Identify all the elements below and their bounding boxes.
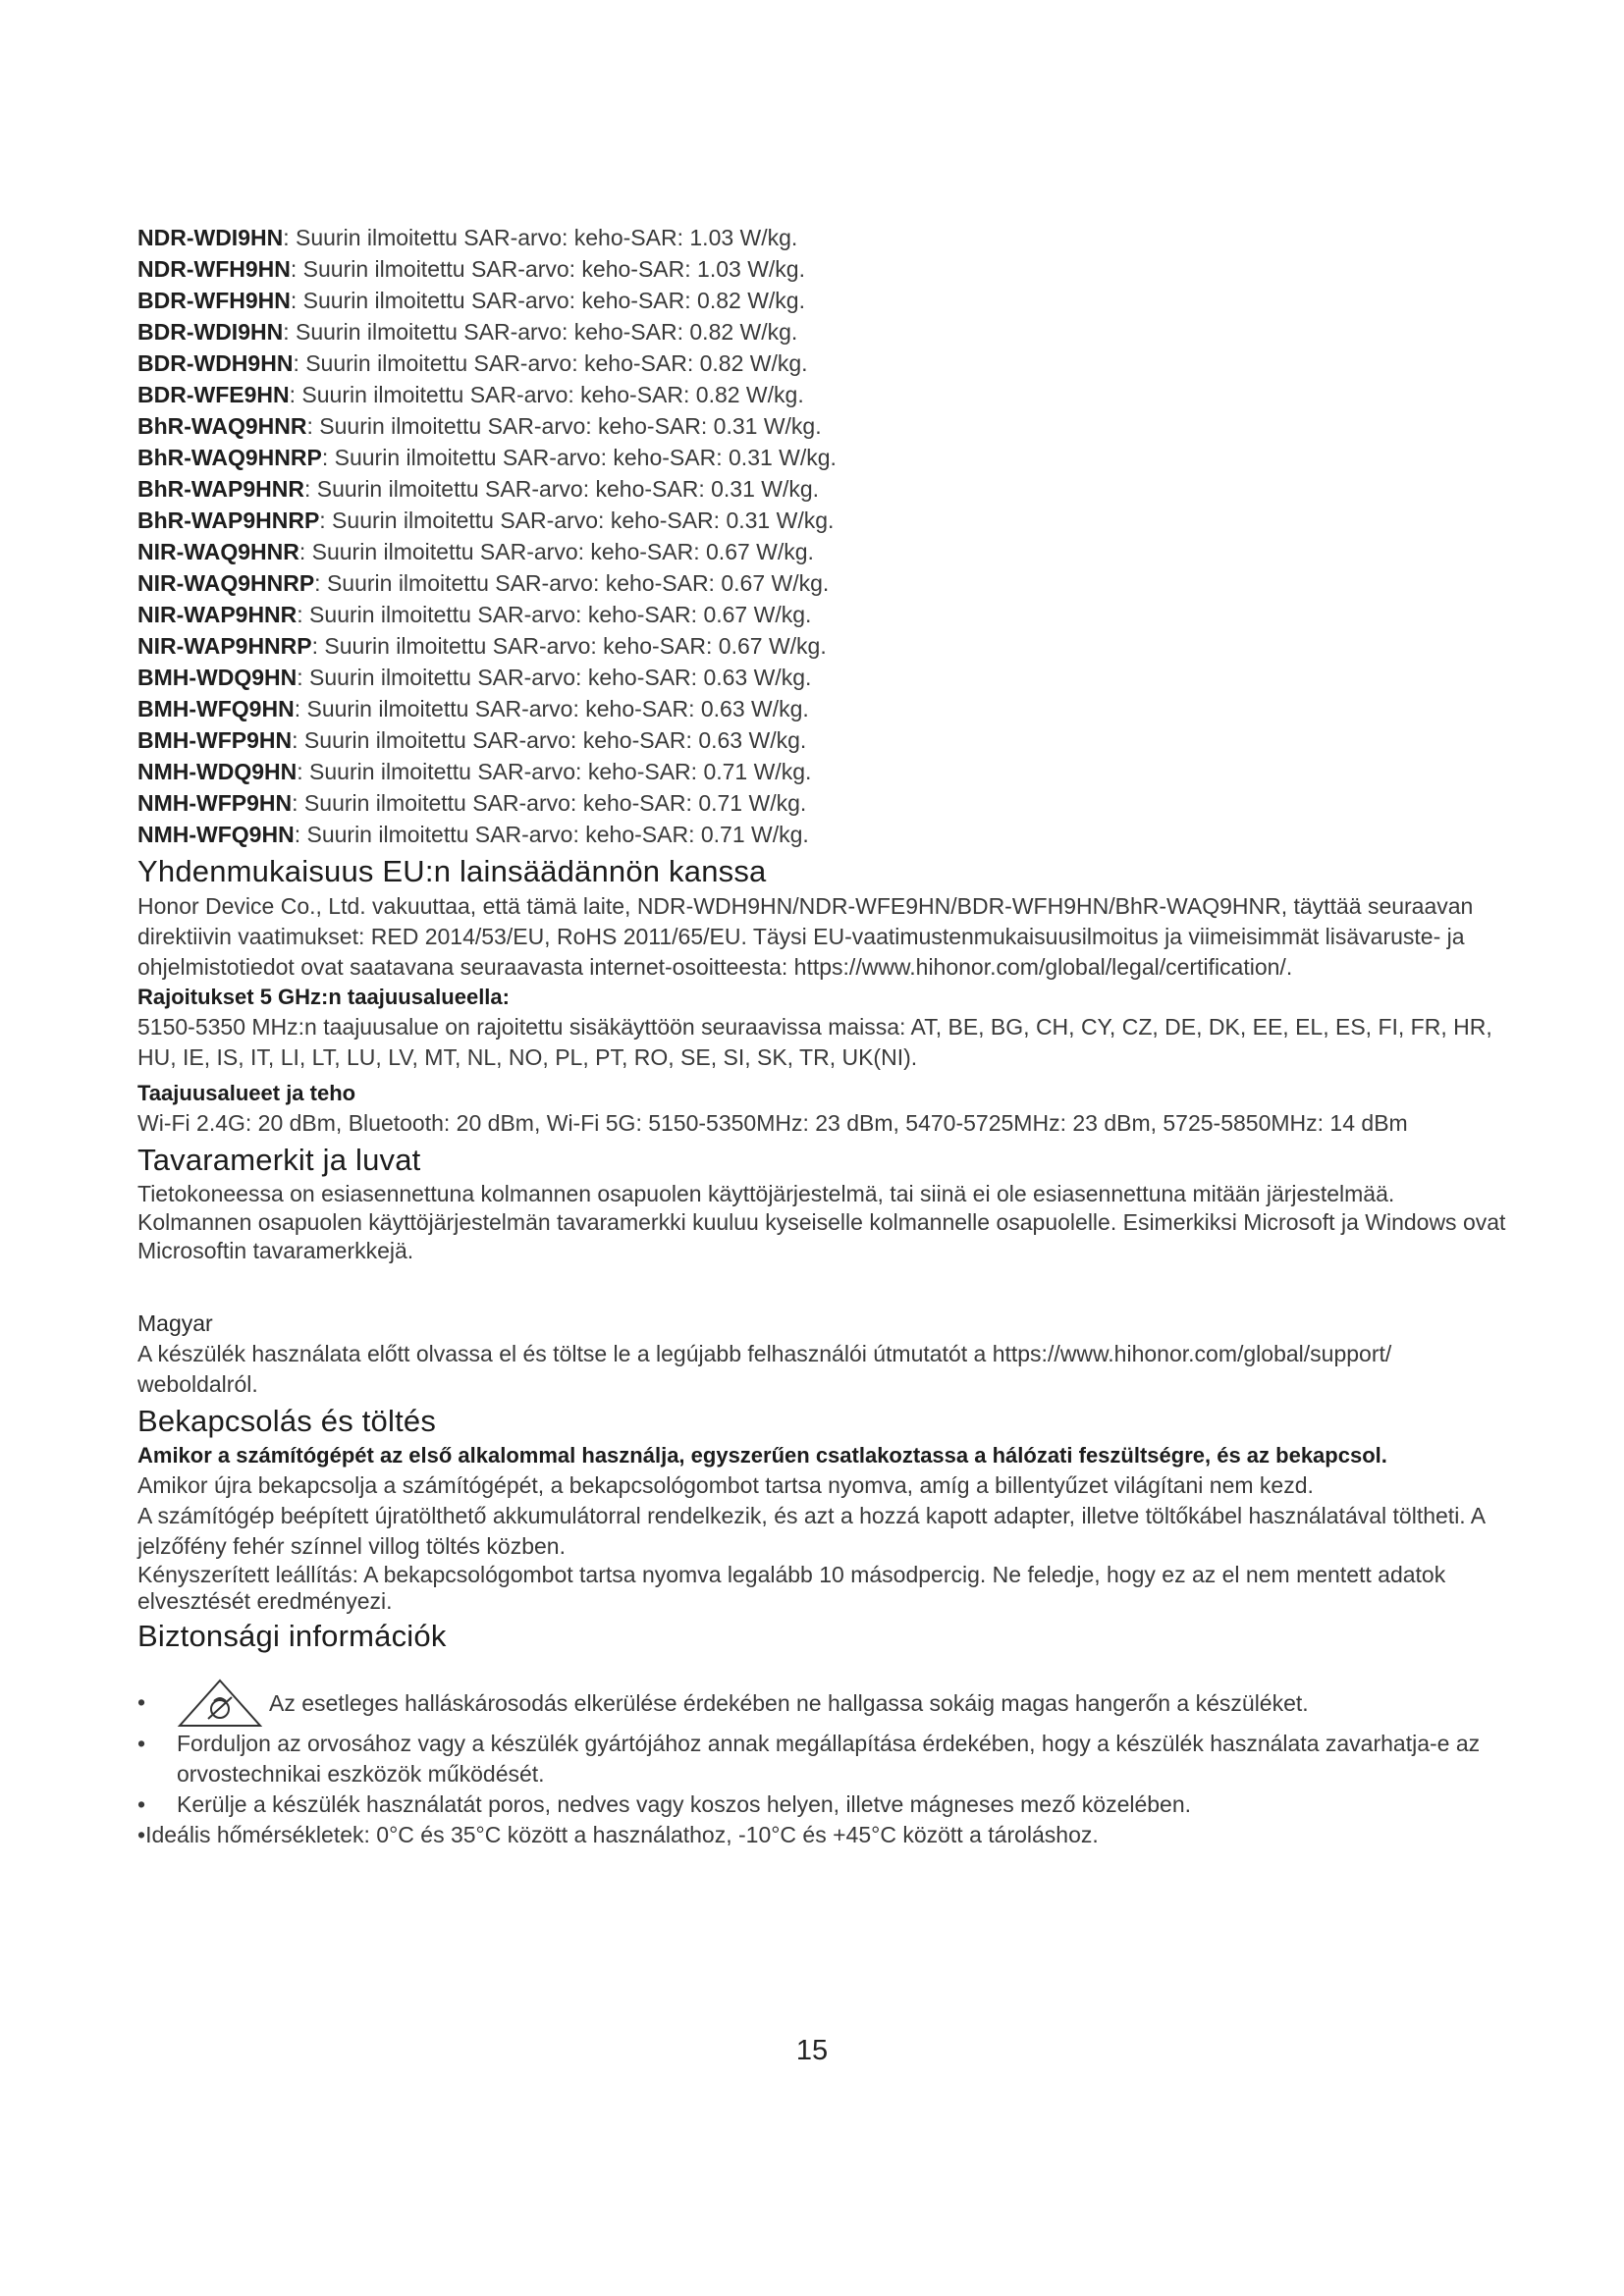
page-content	[137, 222, 1512, 1850]
sar-list	[137, 222, 1512, 850]
sar-value: 0.31	[711, 476, 755, 502]
eu-body: Honor Device Co., Ltd. vakuuttaa, että tämä laite, NDR-WDH9HN/NDR-WFE9HN/BDR-WFH9HN/BhR-WAQ9HNR, täyttää seuraavan direktiivin vaatimukset: RED 2014/53/EU, RoHS 2011/65/EU. Täysi EU-vaatimustenmukaisuusilmoitus ja viimeisimmät lisävaruste- ja ohjelmistotiedot ovat saatavana seuraavasta internet-osoitteesta: https://www.hihonor.com/global/legal/certification/.	[137, 893, 1474, 980]
model-name: BDR-WDI9HN	[137, 319, 284, 345]
sar-unit: W/kg.	[747, 602, 812, 627]
power-paragraph-2: A számítógép beépített újratölthető akkumulátorral rendelkezik, és azt a hozzá kapott adapter, illetve töltőkábel használatával töltheti. A jelzőfény fehér színnel villog töltés közben.	[137, 1503, 1485, 1559]
sar-value: 0.63	[698, 727, 743, 753]
power-paragraph-1: Amikor újra bekapcsolja a számítógépét, a bekapcsológombot tartsa nyomva, amíg a billentyűzet világítani nem kezd.	[137, 1472, 1314, 1498]
safety-item	[137, 1729, 1512, 1789]
power-bold-note: Amikor a számítógépét az első alkalommal használja, egyszerűen csatlakoztassa a hálózati feszültségre, és az bekapcsol.	[137, 1443, 1387, 1468]
sar-line	[137, 316, 1512, 347]
sar-unit: W/kg.	[757, 413, 822, 439]
model-name: BMH-WFQ9HN	[137, 696, 295, 721]
model-name: NIR-WAP9HNR	[137, 602, 298, 627]
safety-item	[137, 1789, 1512, 1820]
sar-value: 0.31	[713, 413, 758, 439]
sar-suffix: : Suurin ilmoitettu SAR-arvo: keho-SAR:	[294, 696, 701, 721]
sar-value: 0.82	[697, 288, 741, 313]
page-number: 15	[795, 2035, 829, 2066]
safety-heading: Biztonsági információk	[137, 1619, 447, 1653]
model-name: BDR-WFH9HN	[137, 288, 291, 313]
sar-unit: W/kg.	[749, 539, 814, 564]
sar-value: 0.63	[700, 696, 745, 721]
sar-value: 0.31	[726, 507, 771, 533]
sar-line	[137, 442, 1512, 473]
sar-suffix: : Suurin ilmoitettu SAR-arvo: keho-SAR:	[297, 602, 704, 627]
sar-value: 0.82	[695, 382, 740, 407]
sar-unit: W/kg.	[772, 445, 837, 470]
model-name: BDR-WFE9HN	[137, 382, 290, 407]
model-name: BhR-WAP9HNRP	[137, 507, 320, 533]
sar-line	[137, 567, 1512, 599]
sar-value: 0.71	[698, 790, 743, 816]
freq-body: Wi-Fi 2.4G: 20 dBm, Bluetooth: 20 dBm, Wi-Fi 5G: 5150-5350MHz: 23 dBm, 5470-5725MHz: 23 dBm, 5725-5850MHz: 14 dBm	[137, 1110, 1408, 1136]
sar-line	[137, 222, 1512, 253]
sar-line	[137, 693, 1512, 724]
sar-line	[137, 253, 1512, 285]
safety-item	[137, 1678, 1512, 1729]
sar-value: 0.67	[706, 539, 750, 564]
sar-suffix: : Suurin ilmoitettu SAR-arvo: keho-SAR:	[283, 225, 690, 250]
sar-unit: W/kg.	[747, 759, 812, 784]
sar-line	[137, 756, 1512, 787]
sar-value: 0.82	[689, 319, 734, 345]
sar-suffix: : Suurin ilmoitettu SAR-arvo: keho-SAR:	[290, 288, 698, 313]
sar-unit: W/kg.	[765, 570, 830, 596]
sar-unit: W/kg.	[742, 727, 807, 753]
sar-suffix: : Suurin ilmoitettu SAR-arvo: keho-SAR:	[297, 665, 704, 690]
eu-heading: Yhdenmukaisuus EU:n lainsäädännön kanssa	[137, 854, 767, 888]
model-name: BhR-WAQ9HNR	[137, 413, 307, 439]
sar-suffix: : Suurin ilmoitettu SAR-arvo: keho-SAR:	[314, 570, 722, 596]
sar-line	[137, 536, 1512, 567]
sar-suffix: : Suurin ilmoitettu SAR-arvo: keho-SAR:	[311, 633, 719, 659]
model-name: BhR-WAP9HNR	[137, 476, 304, 502]
model-name: NMH-WFQ9HN	[137, 822, 295, 847]
sar-line	[137, 724, 1512, 756]
sar-line	[137, 379, 1512, 410]
model-name: BhR-WAQ9HNRP	[137, 445, 322, 470]
sar-suffix: : Suurin ilmoitettu SAR-arvo: keho-SAR:	[292, 790, 699, 816]
sar-value: 0.71	[700, 822, 745, 847]
sar-unit: W/kg.	[733, 225, 798, 250]
model-name: BDR-WDH9HN	[137, 350, 294, 376]
sar-line	[137, 787, 1512, 819]
sar-value: 0.67	[721, 570, 766, 596]
sar-unit: W/kg.	[770, 507, 835, 533]
sar-line	[137, 505, 1512, 536]
model-name: NDR-WFH9HN	[137, 256, 291, 282]
sar-suffix: : Suurin ilmoitettu SAR-arvo: keho-SAR:	[289, 382, 696, 407]
sar-value: 0.67	[703, 602, 748, 627]
sar-line	[137, 599, 1512, 630]
sar-unit: W/kg.	[762, 633, 827, 659]
hearing-warning-icon	[177, 1678, 263, 1729]
sar-value: 0.31	[729, 445, 773, 470]
sar-suffix: : Suurin ilmoitettu SAR-arvo: keho-SAR:	[290, 256, 698, 282]
sar-unit: W/kg.	[754, 476, 820, 502]
sar-suffix: : Suurin ilmoitettu SAR-arvo: keho-SAR:	[293, 350, 700, 376]
sar-suffix: : Suurin ilmoitettu SAR-arvo: keho-SAR:	[303, 476, 712, 502]
model-name: BMH-WDQ9HN	[137, 665, 298, 690]
sar-suffix: : Suurin ilmoitettu SAR-arvo: keho-SAR:	[321, 445, 730, 470]
magyar-intro: A készülék használata előtt olvassa el és töltse le a legújabb felhasználói útmutatót a https://www.hihonor.com/global/support/ weboldalról.	[137, 1341, 1392, 1397]
safety-item-text: Az esetleges halláskárosodás elkerülése érdekében ne hallgassa sokáig magas hangerőn a készüléket.	[269, 1689, 1309, 1716]
sar-line	[137, 410, 1512, 442]
sar-suffix: : Suurin ilmoitettu SAR-arvo: keho-SAR:	[283, 319, 690, 345]
sar-unit: W/kg.	[733, 319, 798, 345]
sar-line	[137, 473, 1512, 505]
model-name: BMH-WFP9HN	[137, 727, 293, 753]
restrictions-body: 5150-5350 MHz:n taajuusalue on rajoitettu sisäkäyttöön seuraavissa maissa: AT, BE, BG, CH, CY, CZ, DE, DK, EE, EL, ES, FI, FR, HR, HU, IE, IS, IT, LI, LT, LU, LV, MT, NL, NO, PL, PT, RO, SE, SI, SK, TR, UK(NI).	[137, 1014, 1492, 1070]
sar-unit: W/kg.	[747, 665, 812, 690]
trademarks-body: Tietokoneessa on esiasennettuna kolmannen osapuolen käyttöjärjestelmä, tai siinä ei ole esiasennettuna mitään järjestelmää. Kolmannen osapuolen käyttöjärjestelmän tavaramerkki kuuluu kyseiselle kolmannelle osapuolelle. Esimerkiksi Microsoft ja Windows ovat Microsoftin tavaramerkkejä.	[137, 1181, 1506, 1263]
restrictions-heading: Rajoitukset 5 GHz:n taajuusalueella:	[137, 985, 510, 1009]
sar-unit: W/kg.	[744, 822, 809, 847]
sar-line	[137, 347, 1512, 379]
sar-unit: W/kg.	[740, 256, 805, 282]
sar-unit: W/kg.	[742, 790, 807, 816]
model-name: NIR-WAQ9HNR	[137, 539, 299, 564]
sar-unit: W/kg.	[744, 696, 809, 721]
sar-value: 0.67	[718, 633, 763, 659]
sar-suffix: : Suurin ilmoitettu SAR-arvo: keho-SAR:	[297, 759, 704, 784]
sar-suffix: : Suurin ilmoitettu SAR-arvo: keho-SAR:	[292, 727, 699, 753]
freq-heading: Taajuusalueet ja teho	[137, 1081, 356, 1105]
bullet: •	[137, 1731, 146, 1756]
power-heading: Bekapcsolás és töltés	[137, 1404, 437, 1438]
sar-value: 0.71	[703, 759, 748, 784]
sar-unit: W/kg.	[739, 382, 804, 407]
language-label: Magyar	[137, 1310, 213, 1336]
model-name: NDR-WDI9HN	[137, 225, 284, 250]
safety-item-text: Ideális hőmérsékletek: 0°C és 35°C között a használathoz, -10°C és +45°C között a tároláshoz.	[145, 1822, 1099, 1847]
sar-value: 0.63	[703, 665, 748, 690]
sar-value: 1.03	[697, 256, 741, 282]
bullet: •	[137, 1689, 146, 1715]
safety-item-text: Kerülje a készülék használatát poros, nedves vagy koszos helyen, illetve mágneses mező közelében.	[177, 1791, 1192, 1817]
model-name: NIR-WAQ9HNRP	[137, 570, 315, 596]
sar-unit: W/kg.	[743, 350, 808, 376]
sar-suffix: : Suurin ilmoitettu SAR-arvo: keho-SAR:	[306, 413, 714, 439]
model-name: NIR-WAP9HNRP	[137, 633, 312, 659]
sar-suffix: : Suurin ilmoitettu SAR-arvo: keho-SAR:	[298, 539, 707, 564]
sar-line	[137, 662, 1512, 693]
sar-line	[137, 819, 1512, 850]
sar-line	[137, 285, 1512, 316]
sar-value: 1.03	[689, 225, 734, 250]
bullet: •	[137, 1791, 146, 1817]
sar-value: 0.82	[699, 350, 744, 376]
model-name: NMH-WDQ9HN	[137, 759, 298, 784]
sar-suffix: : Suurin ilmoitettu SAR-arvo: keho-SAR:	[319, 507, 727, 533]
power-paragraph-3: Kényszerített leállítás: A bekapcsológombot tartsa nyomva legalább 10 másodpercig. Ne feledje, hogy ez az el nem mentett adatok elvesztését eredményezi.	[137, 1562, 1446, 1614]
bullet: •	[137, 1822, 146, 1847]
trademarks-heading: Tavaramerkit ja luvat	[137, 1143, 421, 1177]
safety-item	[137, 1820, 1512, 1850]
sar-suffix: : Suurin ilmoitettu SAR-arvo: keho-SAR:	[294, 822, 701, 847]
model-name: NMH-WFP9HN	[137, 790, 293, 816]
sar-unit: W/kg.	[740, 288, 805, 313]
safety-item-text: Forduljon az orvosához vagy a készülék gyártójához annak megállapítása érdekében, hogy a készülék használata zavarhatja-e az orvostechnikai eszközök működését.	[177, 1731, 1481, 1787]
sar-line	[137, 630, 1512, 662]
